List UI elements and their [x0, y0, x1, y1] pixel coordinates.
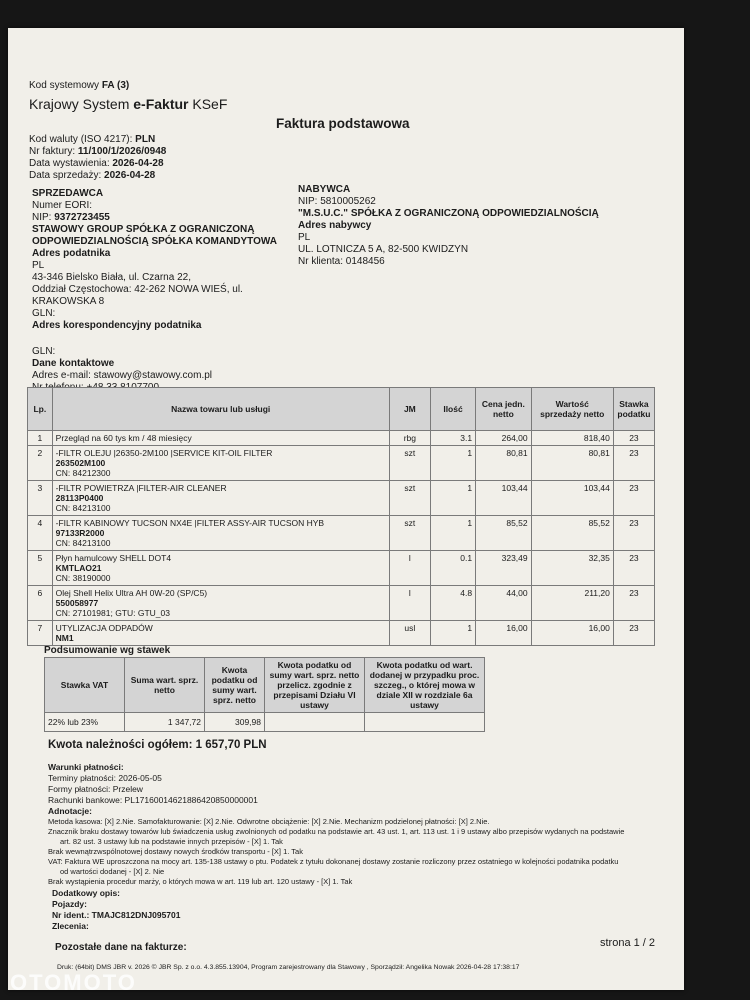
seller-name-1: STAWOWY GROUP SPÓŁKA Z OGRANICZONĄ: [32, 224, 255, 235]
seller-branch-1: Oddział Częstochowa: 42-262 NOWA WIEŚ, ul.: [32, 284, 243, 295]
buyer-country: PL: [298, 232, 311, 243]
row-qty: 4.8: [430, 586, 475, 621]
seller-address: 43-346 Bielsko Biała, ul. Czarna 22,: [32, 272, 191, 283]
row-value: 818,40: [531, 431, 613, 446]
col-name: Nazwa towaru lub usługi: [52, 388, 389, 431]
seller-name-2: ODPOWIEDZIALNOŚCIĄ SPÓŁKA KOMANDYTOWA: [32, 236, 277, 247]
vat-col-tax-6a: Kwota podatku od wart. dodanej w przypadku proc. szczeg., o której mowa w dziale XII w rozdziale 6a ustawy: [365, 658, 485, 713]
row-name-cell: [52, 586, 389, 621]
print-footer: Druk: (64bit) DMS JBR v. 2026 © JBR Sp. z o.o. 4.3.855.13904, Program zarejestrowany dla Stawowy , Sporządził: Angelika Nowak 2026-04-28 17:38:17: [57, 964, 520, 971]
row-lp: 7: [28, 621, 53, 646]
page-number: strona 1 / 2: [600, 937, 656, 949]
row-qty: 1: [430, 621, 475, 646]
system-code: Kod systemowy FA (3): [29, 80, 130, 91]
row-name-cell: [52, 446, 389, 481]
row-code: NM1: [55, 633, 74, 643]
row-value: 211,20: [531, 586, 613, 621]
annotation-line: Metoda kasowa: [X] 2.Nie. Samofakturowanie: [X] 2.Nie. Odwrotne obciążenie: [X] 2.Nie. Mechanizm podzielonej płatności: [X] 2.Nie.: [48, 817, 490, 826]
seller-nip: NIP: 9372723455: [32, 212, 110, 223]
seller-branch-2: KRAKOWSKA 8: [32, 296, 105, 307]
row-price: 264,00: [476, 431, 532, 446]
contact-heading: Dane kontaktowe: [32, 358, 115, 369]
row-price: 103,44: [476, 481, 532, 516]
vat-summary-table: [44, 657, 485, 732]
row-cn: CN: 84213100: [55, 503, 111, 513]
sale-date: Data sprzedaży: 2026-04-28: [29, 170, 156, 181]
row-name: -FILTR OLEJU |26350-2M100 |SERVICE KIT-OIL FILTER: [55, 448, 273, 458]
seller-eori: Numer EORI:: [32, 200, 93, 211]
row-lp: 4: [28, 516, 53, 551]
buyer-heading: NABYWCA: [298, 184, 351, 195]
row-price: 16,00: [476, 621, 532, 646]
vat-rate: 22% lub 23%: [45, 713, 125, 732]
row-name-cell: [52, 481, 389, 516]
vin-number: Nr ident.: TMAJC812DNJ095701: [52, 910, 181, 920]
row-qty: 1: [430, 446, 475, 481]
row-name-cell: [52, 431, 389, 446]
row-cn: CN: 84212300: [55, 468, 111, 478]
annotation-line: art. 82 ust. 3 ustawy lub na podstawie innych przepisów - [X] 1. Tak: [60, 837, 283, 846]
seller-heading: SPRZEDAWCA: [32, 188, 104, 199]
row-cn: CN: 27101981; GTU: GTU_03: [55, 608, 170, 618]
seller-address-heading: Adres podatnika: [32, 248, 111, 259]
row-rate: 23: [613, 621, 654, 646]
ksef-title: Krajowy System e-Faktur KSeF: [29, 96, 228, 112]
vat-tax-6a: [365, 713, 485, 732]
table-row: [28, 551, 655, 586]
row-price: 323,49: [476, 551, 532, 586]
currency-code: Kod waluty (ISO 4217): PLN: [29, 134, 156, 145]
row-lp: 6: [28, 586, 53, 621]
watermark-logo: OTOMOTO: [10, 970, 137, 995]
annotations-heading: Adnotacje:: [48, 806, 92, 816]
row-rate: 23: [613, 586, 654, 621]
annotation-line: Brak wewnątrzwspólnotowej dostawy nowych środków transportu - [X] 1. Tak: [48, 847, 303, 856]
row-code: 550058977: [55, 598, 99, 608]
items-table: [27, 387, 655, 646]
payment-due: Terminy płatności: 2026-05-05: [48, 773, 162, 783]
row-code: 97133R2000: [55, 528, 105, 538]
row-rate: 23: [613, 516, 654, 551]
row-unit: l: [389, 551, 430, 586]
row-lp: 3: [28, 481, 53, 516]
col-unit: JM: [389, 388, 430, 431]
contact-email: Adres e-mail: stawowy@stawowy.com.pl: [32, 370, 213, 381]
buyer-address-heading: Adres nabywcy: [298, 220, 372, 231]
items-header-row: [28, 388, 655, 431]
vat-tax-ch6: [265, 713, 365, 732]
row-unit: szt: [389, 516, 430, 551]
row-cn: CN: 38190000: [55, 573, 111, 583]
vat-col-tax: Kwota podatku od sumy wart. sprz. netto: [205, 658, 265, 713]
buyer-name: "M.S.U.C." SPÓŁKA Z OGRANICZONĄ ODPOWIEDZIALNOŚCIĄ: [298, 208, 599, 219]
payment-form: Formy płatności: Przelew: [48, 784, 143, 794]
invoice-title: Faktura podstawowa: [276, 116, 410, 131]
annotation-line: Znacznik braku dostawy towarów lub świadczenia usług zwolnionych od podatku na podstawie art. 43 ust. 1, art. 113 ust. 1 i 9 ustawy albo przepisów wydanych na podstawie: [48, 827, 625, 836]
row-name-cell: [52, 551, 389, 586]
row-name: Płyn hamulcowy SHELL DOT4: [55, 553, 172, 563]
row-rate: 23: [613, 431, 654, 446]
row-price: 85,52: [476, 516, 532, 551]
row-name: UTYLIZACJA ODPADÓW: [55, 623, 153, 633]
payment-heading: Warunki płatności:: [48, 762, 124, 772]
table-row: [28, 516, 655, 551]
vat-tax: 309,98: [205, 713, 265, 732]
orders-label: Zlecenia:: [52, 921, 89, 931]
row-rate: 23: [613, 551, 654, 586]
table-row: [28, 586, 655, 621]
row-code: 263502M100: [55, 458, 106, 468]
row-value: 103,44: [531, 481, 613, 516]
row-value: 80,81: [531, 446, 613, 481]
row-name: Przegląd na 60 tys km / 48 miesięcy: [55, 433, 192, 443]
annotation-line: VAT: Faktura WE uproszczona na mocy art. 135-138 ustawy o ptu. Podatek z tytułu dokonanej dostawy zostanie rozliczony przez ostatniego w kolejności podatnika podatku: [48, 857, 619, 866]
extra-heading: Dodatkowy opis:: [52, 888, 121, 898]
seller-country: PL: [32, 260, 45, 271]
vat-row: [45, 713, 485, 732]
vat-col-net: Suma wart. sprz. netto: [125, 658, 205, 713]
col-qty: Ilość: [430, 388, 475, 431]
row-value: 16,00: [531, 621, 613, 646]
vat-col-tax-ch6: Kwota podatku od sumy wart. sprz. netto przelicz. zgodnie z przepisami Działu VI ustawy: [265, 658, 365, 713]
row-qty: 1: [430, 481, 475, 516]
row-code: KMTLAO21: [55, 563, 102, 573]
row-value: 32,35: [531, 551, 613, 586]
buyer-address: UL. LOTNICZA 5 A, 82-500 KWIDZYN: [298, 244, 469, 255]
table-row: [28, 621, 655, 646]
col-lp: Lp.: [28, 388, 53, 431]
table-row: [28, 446, 655, 481]
table-row: [28, 481, 655, 516]
invoice-number: Nr faktury: 11/100/1/2026/0948: [29, 146, 167, 157]
vat-net: 1 347,72: [125, 713, 205, 732]
col-rate: Stawka podatku: [613, 388, 654, 431]
table-row: [28, 431, 655, 446]
seller-gln: GLN:: [32, 308, 56, 319]
row-qty: 0.1: [430, 551, 475, 586]
row-unit: usl: [389, 621, 430, 646]
vat-summary-heading: Podsumowanie wg stawek: [44, 645, 171, 656]
row-rate: 23: [613, 481, 654, 516]
vehicles-label: Pojazdy:: [52, 899, 87, 909]
row-unit: rbg: [389, 431, 430, 446]
row-value: 85,52: [531, 516, 613, 551]
buyer-client-no: Nr klienta: 0148456: [298, 256, 385, 267]
payment-account: Rachunki bankowe: PL17160014621886420850000001: [48, 795, 258, 805]
total-due: Kwota należności ogółem: 1 657,70 PLN: [48, 739, 267, 751]
vat-col-rate: Stawka VAT: [45, 658, 125, 713]
annotation-line: od wartości dodanej - [X] 2. Nie: [60, 867, 165, 876]
row-name: Olej Shell Helix Ultra AH 0W-20 (SP/C5): [55, 588, 208, 598]
row-lp: 1: [28, 431, 53, 446]
row-rate: 23: [613, 446, 654, 481]
other-data-heading: Pozostałe dane na fakturze:: [55, 942, 187, 953]
seller-gln-2: GLN:: [32, 346, 56, 357]
row-cn: CN: 84213100: [55, 538, 111, 548]
row-name: -FILTR POWIETRZA |FILTER-AIR CLEANER: [55, 483, 227, 493]
issue-date: Data wystawienia: 2026-04-28: [29, 158, 164, 169]
row-price: 80,81: [476, 446, 532, 481]
row-unit: szt: [389, 446, 430, 481]
row-qty: 1: [430, 516, 475, 551]
buyer-nip: NIP: 5810005262: [298, 196, 376, 207]
row-unit: l: [389, 586, 430, 621]
row-lp: 2: [28, 446, 53, 481]
row-code: 28113P0400: [55, 493, 104, 503]
col-value: Wartość sprzedaży netto: [531, 388, 613, 431]
row-unit: szt: [389, 481, 430, 516]
row-name: -FILTR KABINOWY TUCSON NX4E |FILTER ASSY-AIR TUCSON HYB: [55, 518, 325, 528]
row-lp: 5: [28, 551, 53, 586]
col-price: Cena jedn. netto: [476, 388, 532, 431]
row-name-cell: [52, 621, 389, 646]
row-qty: 3.1: [430, 431, 475, 446]
annotation-line: Brak wystąpienia procedur marży, o których mowa w art. 119 lub art. 120 ustawy - [X] 1. Tak: [48, 877, 353, 886]
seller-corr-heading: Adres korespondencyjny podatnika: [32, 320, 202, 331]
row-name-cell: [52, 516, 389, 551]
vat-header-row: [45, 658, 485, 713]
row-price: 44,00: [476, 586, 532, 621]
